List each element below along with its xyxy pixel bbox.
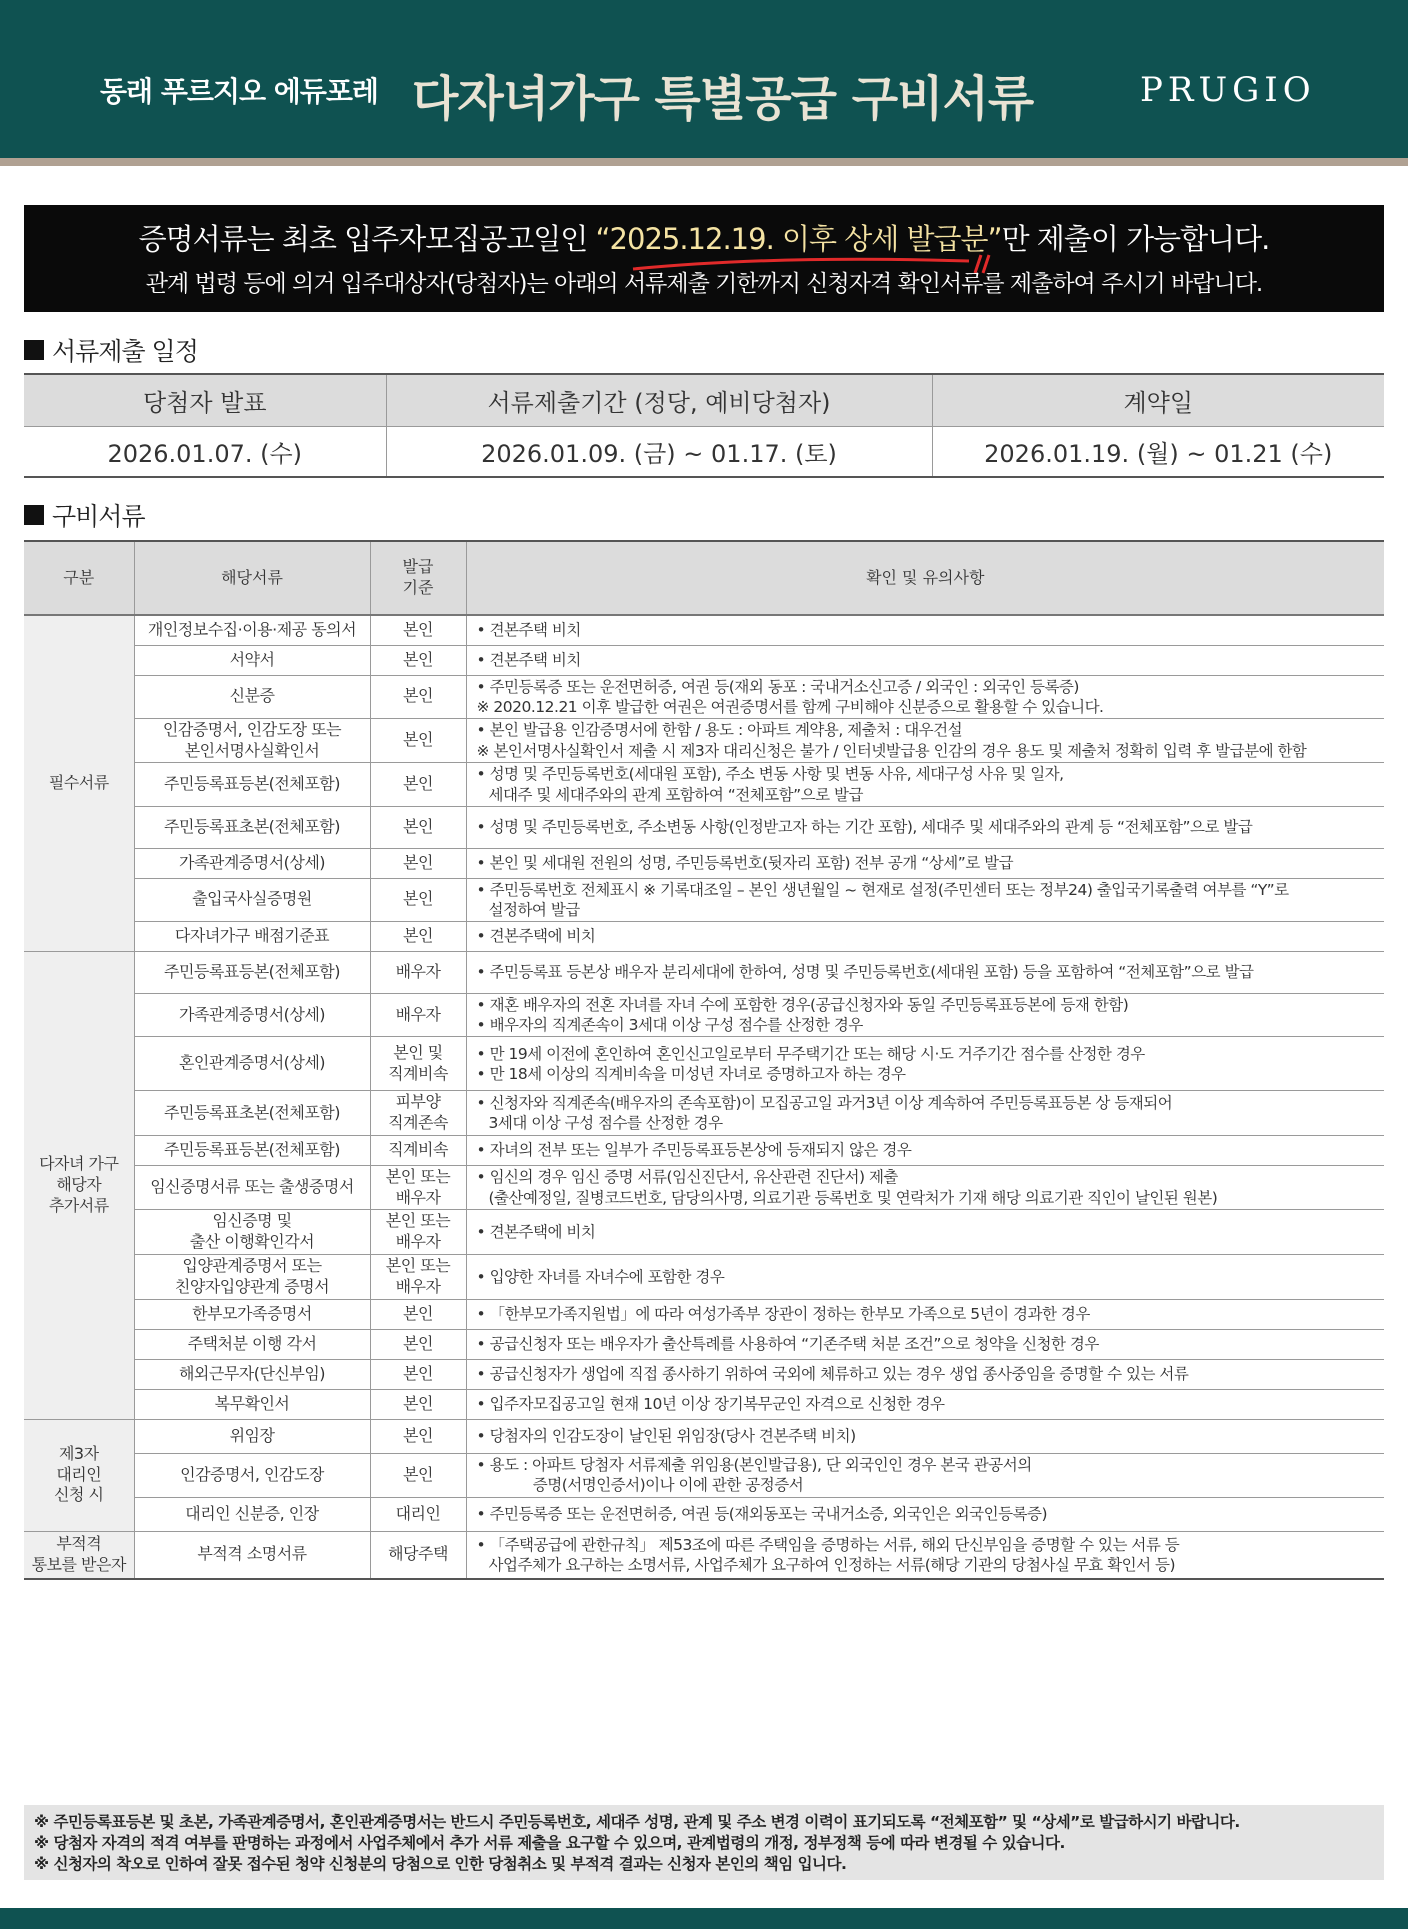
- note-line: • 임신의 경우 임신 증명 서류(임신진단서, 유산관련 진단서) 제출: [476, 1168, 898, 1187]
- note-line: • 견본주택 비치: [476, 650, 581, 669]
- note-line: • 「한부모가족지원법」에 따라 여성가족부 장관이 정하는 한부모 가족으로 5년이 경과한 경우: [476, 1305, 1090, 1324]
- note-line: • 견본주택에 비치: [476, 1223, 596, 1242]
- note-line: • 배우자의 직계존속이 3세대 이상 구성 점수를 산정한 경우: [476, 1016, 863, 1035]
- issuance-basis-cell: 본인: [370, 1299, 466, 1329]
- table-row: [24, 1135, 1384, 1165]
- notes-cell: [466, 1453, 1384, 1497]
- document-name-cell: 인감증명서, 인감도장: [134, 1453, 370, 1497]
- issuance-basis-cell: 본인: [370, 848, 466, 878]
- notes-cell: [466, 1210, 1384, 1255]
- document-name-cell: 해외근무자(단신부임): [134, 1359, 370, 1389]
- notes-cell: [466, 1091, 1384, 1136]
- table-row: [24, 1359, 1384, 1389]
- document-name-cell: 한부모가족증명서: [134, 1299, 370, 1329]
- document-name-cell: 서약서: [134, 645, 370, 675]
- table-row: [24, 878, 1384, 921]
- footnotes-box: [24, 1805, 1384, 1880]
- notes-cell: [466, 1531, 1384, 1579]
- schedule-table: [24, 373, 1384, 478]
- table-row: [24, 1037, 1384, 1091]
- document-name-cell: 개인정보수집·이용·제공 동의서: [134, 615, 370, 645]
- notes-cell: [466, 993, 1384, 1036]
- notes-cell: [466, 1165, 1384, 1210]
- notice-box: [24, 205, 1384, 312]
- document-name-cell: 신분증: [134, 675, 370, 718]
- note-line: • 신청자와 직계존속(배우자의 존속포함)이 모집공고일 과거3년 이상 계속하여 주민등록표등본 상 등재되어: [476, 1093, 1173, 1112]
- document-name-cell: 주민등록표초본(전체포함): [134, 1091, 370, 1136]
- issuance-basis-cell: 본인: [370, 878, 466, 921]
- notes-cell: [466, 1299, 1384, 1329]
- table-row: [24, 718, 1384, 763]
- note-line: 세대주 및 세대주와의 관계 포함하여 “전체포함”으로 발급: [488, 785, 864, 804]
- note-line: • 견본주택에 비치: [476, 927, 596, 946]
- issuance-basis-cell: 본인 또는 배우자: [370, 1210, 466, 1255]
- category-cell: 다자녀 가구 해당자 추가서류: [24, 951, 134, 1419]
- document-name-cell: 대리인 신분증, 인장: [134, 1497, 370, 1531]
- footer-bar: [0, 1908, 1408, 1929]
- notes-cell: [466, 921, 1384, 951]
- table-row: [24, 1419, 1384, 1453]
- schedule-submission-period: 2026.01.09. (금) ~ 01.17. (토): [386, 426, 932, 477]
- issuance-basis-cell: 본인: [370, 921, 466, 951]
- notes-cell: [466, 718, 1384, 763]
- table-row: [24, 1389, 1384, 1419]
- note-line: (출산예정일, 질병코드번호, 담당의사명, 의료기관 등록번호 및 연락처가 기재 해당 의료기관 직인이 날인된 원본): [488, 1188, 1218, 1207]
- notes-cell: [466, 806, 1384, 848]
- issuance-basis-cell: 해당주택: [370, 1531, 466, 1579]
- issuance-basis-cell: 본인: [370, 1389, 466, 1419]
- document-name-cell: 위임장: [134, 1419, 370, 1453]
- note-line: • 주민등록증 또는 운전면허증, 여권 등(재외동포는 국내거소증, 외국인은 외국인등록증): [476, 1505, 1048, 1524]
- table-row: [24, 615, 1384, 645]
- notes-cell: [466, 1359, 1384, 1389]
- table-row: [24, 1255, 1384, 1300]
- table-row: [24, 675, 1384, 718]
- notes-cell: [466, 1255, 1384, 1300]
- category-cell: 필수서류: [24, 615, 134, 951]
- schedule-section-title: 서류제출 일정: [52, 337, 198, 366]
- document-name-cell: 주민등록표등본(전체포함): [134, 763, 370, 806]
- document-name-cell: 인감증명서, 인감도장 또는 본인서명사실확인서: [134, 718, 370, 763]
- issuance-basis-cell: 대리인: [370, 1497, 466, 1531]
- notes-cell: [466, 1037, 1384, 1091]
- note-line: • 본인 및 세대원 전원의 성명, 주민등록번호(뒷자리 포함) 전부 공개 “상세”로 발급: [476, 854, 1014, 873]
- notes-cell: [466, 1497, 1384, 1531]
- table-row: [24, 993, 1384, 1036]
- note-line: • 본인 발급용 인감증명서에 한함 / 용도 : 아파트 계약용, 제출처 : 대우건설: [476, 721, 963, 740]
- document-name-cell: 주민등록표등본(전체포함): [134, 1135, 370, 1165]
- document-name-cell: 출입국사실증명원: [134, 878, 370, 921]
- notice-line-1-pre: 증명서류는 최초 입주자모집공고일인: [138, 222, 596, 256]
- issuance-basis-cell: 본인: [370, 718, 466, 763]
- document-name-cell: 주택처분 이행 각서: [134, 1329, 370, 1359]
- table-row: [24, 1091, 1384, 1136]
- category-cell: 부적격 통보를 받은자: [24, 1531, 134, 1579]
- footnote: ※ 신청자의 착오로 인하여 잘못 접수된 청약 신청분의 당첨으로 인한 당첨취소 및 부적격 결과는 신청자 본인의 책임 입니다.: [34, 1855, 847, 1873]
- note-line: • 주민등록표 등본상 배우자 분리세대에 한하여, 성명 및 주민등록번호(세대원 포함) 등을 포함하여 “전체포함”으로 발급: [476, 963, 1254, 982]
- issuance-basis-cell: 본인: [370, 615, 466, 645]
- issuance-basis-cell: 본인: [370, 1359, 466, 1389]
- table-row: [24, 1329, 1384, 1359]
- document-name-cell: 다자녀가구 배점기준표: [134, 921, 370, 951]
- document-name-cell: 부적격 소명서류: [134, 1531, 370, 1579]
- note-line: 사업주체가 요구하는 소명서류, 사업주체가 요구하여 인정하는 서류(해당 기관의 당첨사실 무효 확인서 등): [488, 1555, 1176, 1574]
- issuance-basis-cell: 본인: [370, 806, 466, 848]
- notice-line-1-post: 만 제출이 가능합니다.: [1001, 222, 1270, 256]
- issuance-basis-cell: 본인: [370, 645, 466, 675]
- notes-cell: [466, 1419, 1384, 1453]
- notes-cell: [466, 645, 1384, 675]
- note-line: • 공급신청자가 생업에 직접 종사하기 위하여 국외에 체류하고 있는 경우 생업 종사중임을 증명할 수 있는 서류: [476, 1365, 1189, 1384]
- document-name-cell: 복무확인서: [134, 1389, 370, 1419]
- note-line: 설정하여 발급: [488, 900, 580, 919]
- note-line: • 「주택공급에 관한규칙」 제53조에 따른 주택임을 증명하는 서류, 해외 단신부임을 증명할 수 있는 서류 등: [476, 1535, 1180, 1554]
- issuance-basis-cell: 직계비속: [370, 1135, 466, 1165]
- table-row: [24, 951, 1384, 993]
- note-line: • 자녀의 전부 또는 일부가 주민등록표등본상에 등재되지 않은 경우: [476, 1141, 912, 1160]
- note-line: ※ 2020.12.21 이후 발급한 여권은 여권증명서를 함께 구비해야 신분증으로 활용할 수 있습니다.: [476, 697, 1104, 716]
- docs-header-notes: 확인 및 유의사항: [466, 541, 1384, 615]
- table-row: [24, 645, 1384, 675]
- page-title: 다자녀가구 특별공급 구비서류: [412, 71, 1034, 127]
- notice-line-2: 관계 법령 등에 의거 입주대상자(당첨자)는 아래의 서류제출 기한까지 신청자격 확인서류를 제출하여 주시기 바랍니다.: [145, 271, 1263, 297]
- issuance-basis-cell: 본인 또는 배우자: [370, 1255, 466, 1300]
- notes-cell: [466, 763, 1384, 806]
- square-bullet-icon: [24, 340, 44, 360]
- notes-cell: [466, 951, 1384, 993]
- notes-cell: [466, 615, 1384, 645]
- note-line: • 만 19세 이전에 혼인하여 혼인신고일로부터 무주택기간 또는 해당 시·도 거주기간 점수를 산정한 경우: [476, 1044, 1145, 1063]
- docs-header-category: 구분: [24, 541, 134, 615]
- note-line: 3세대 이상 구성 점수를 산정한 경우: [488, 1114, 723, 1133]
- issuance-basis-cell: 본인 또는 배우자: [370, 1165, 466, 1210]
- note-line: • 성명 및 주민등록번호, 주소변동 사항(인정받고자 하는 기간 포함), 세대주 및 세대주와의 관계 등 “전체포함”으로 발급: [476, 818, 1253, 837]
- schedule-header-contract: 계약일: [932, 374, 1384, 426]
- table-row: [24, 1453, 1384, 1497]
- notes-cell: [466, 848, 1384, 878]
- notice-date-highlight: “2025.12.19. 이후 상세 발급분”: [595, 222, 1002, 256]
- notice-line-1: [24, 217, 1384, 258]
- document-name-cell: 주민등록표등본(전체포함): [134, 951, 370, 993]
- notes-cell: [466, 878, 1384, 921]
- square-bullet-icon: [24, 505, 44, 525]
- table-row: [24, 1210, 1384, 1255]
- issuance-basis-cell: 본인: [370, 1329, 466, 1359]
- docs-section-title: 구비서류: [52, 502, 145, 531]
- table-row: [24, 1165, 1384, 1210]
- project-name: 동래 푸르지오 에듀포레: [100, 75, 378, 108]
- note-line: • 재혼 배우자의 전혼 자녀를 자녀 수에 포함한 경우(공급신청자와 동일 주민등록표등본에 등재 한함): [476, 995, 1129, 1014]
- issuance-basis-cell: 본인: [370, 763, 466, 806]
- header-accent-stripe: [0, 158, 1408, 166]
- schedule-header-submission: 서류제출기간 (정당, 예비당첨자): [386, 374, 932, 426]
- notes-cell: [466, 675, 1384, 718]
- schedule-section-heading: [24, 332, 198, 368]
- required-documents-table: [24, 540, 1384, 1580]
- note-line: • 공급신청자 또는 배우자가 출산특례를 사용하여 “기존주택 처분 조건”으로 청약을 신청한 경우: [476, 1335, 1099, 1354]
- issuance-basis-cell: 본인: [370, 1419, 466, 1453]
- note-line: • 주민등록번호 전체표시 ※ 기록대조일 – 본인 생년월일 ~ 현재로 설정(주민센터 또는 정부24) 출입국기록출력 여부를 “Y”로: [476, 880, 1289, 899]
- note-line: • 만 18세 이상의 직계비속을 미성년 자녀로 증명하고자 하는 경우: [476, 1064, 906, 1083]
- docs-section-heading: [24, 497, 145, 533]
- issuance-basis-cell: 배우자: [370, 951, 466, 993]
- docs-header-document: 해당서류: [134, 541, 370, 615]
- docs-header-basis: 발급 기준: [370, 541, 466, 615]
- document-name-cell: 임신증명서류 또는 출생증명서: [134, 1165, 370, 1210]
- document-name-cell: 주민등록표초본(전체포함): [134, 806, 370, 848]
- note-line: • 견본주택 비치: [476, 621, 581, 640]
- note-line: • 주민등록증 또는 운전면허증, 여권 등(재외 동포 : 국내거소신고증 / 외국인 : 외국인 등록증): [476, 677, 1079, 696]
- issuance-basis-cell: 배우자: [370, 993, 466, 1036]
- note-line: • 당첨자의 인감도장이 날인된 위임장(당사 견본주택 비치): [476, 1427, 856, 1446]
- schedule-contract-period: 2026.01.19. (월) ~ 01.21 (수): [932, 426, 1384, 477]
- note-line: • 용도 : 아파트 당첨자 서류제출 위임용(본인발급용), 단 외국인인 경우 본국 관공서의: [476, 1455, 1032, 1474]
- footnote: ※ 당첨자 자격의 적격 여부를 판명하는 과정에서 사업주체에서 추가 서류 제출을 요구할 수 있으며, 관계법령의 개정, 정부정책 등에 따라 변경될 수 있습니다.: [34, 1834, 1065, 1852]
- note-line: ※ 본인서명사실확인서 제출 시 제3자 대리신청은 불가 / 인터넷발급용 인감의 경우 용도 및 제출처 정확히 입력 후 발급분에 한함: [476, 741, 1307, 760]
- document-name-cell: 가족관계증명서(상세): [134, 993, 370, 1036]
- note-line: • 입양한 자녀를 자녀수에 포함한 경우: [476, 1267, 725, 1286]
- issuance-basis-cell: 본인: [370, 1453, 466, 1497]
- table-row: [24, 1299, 1384, 1329]
- table-row: [24, 1497, 1384, 1531]
- schedule-header-announcement: 당첨자 발표: [24, 374, 386, 426]
- category-cell: 제3자 대리인 신청 시: [24, 1419, 134, 1531]
- table-row: [24, 763, 1384, 806]
- issuance-basis-cell: 피부양 직계존속: [370, 1091, 466, 1136]
- docs-header-row: [24, 541, 1384, 615]
- notes-cell: [466, 1135, 1384, 1165]
- document-name-cell: 가족관계증명서(상세): [134, 848, 370, 878]
- schedule-announcement-date: 2026.01.07. (수): [24, 426, 386, 477]
- schedule-header-row: [24, 374, 1384, 426]
- table-row: [24, 848, 1384, 878]
- table-row: [24, 1531, 1384, 1579]
- issuance-basis-cell: 본인: [370, 675, 466, 718]
- document-name-cell: 혼인관계증명서(상세): [134, 1037, 370, 1091]
- note-line: 증명(서명인증서)이나 이에 관한 공정증서: [488, 1476, 804, 1495]
- document-name-cell: 임신증명 및 출산 이행확인각서: [134, 1210, 370, 1255]
- document-name-cell: 입양관계증명서 또는 친양자입양관계 증명서: [134, 1255, 370, 1300]
- issuance-basis-cell: 본인 및 직계비속: [370, 1037, 466, 1091]
- notes-cell: [466, 1329, 1384, 1359]
- note-line: • 입주자모집공고일 현재 10년 이상 장기복무군인 자격으로 신청한 경우: [476, 1395, 945, 1414]
- notes-cell: [466, 1389, 1384, 1419]
- footnote: ※ 주민등록표등본 및 초본, 가족관계증명서, 혼인관계증명서는 반드시 주민등록번호, 세대주 성명, 관계 및 주소 변경 이력이 표기되도록 “전체포함” 및 “상세”로 발급하시기 바랍니다.: [34, 1813, 1240, 1831]
- note-line: • 성명 및 주민등록번호(세대원 포함), 주소 변동 사항 및 변동 사유, 세대구성 사유 및 일자,: [476, 765, 1064, 784]
- schedule-value-row: [24, 426, 1384, 477]
- table-row: [24, 921, 1384, 951]
- table-row: [24, 806, 1384, 848]
- brand-logo: PRUGIO: [1140, 70, 1316, 110]
